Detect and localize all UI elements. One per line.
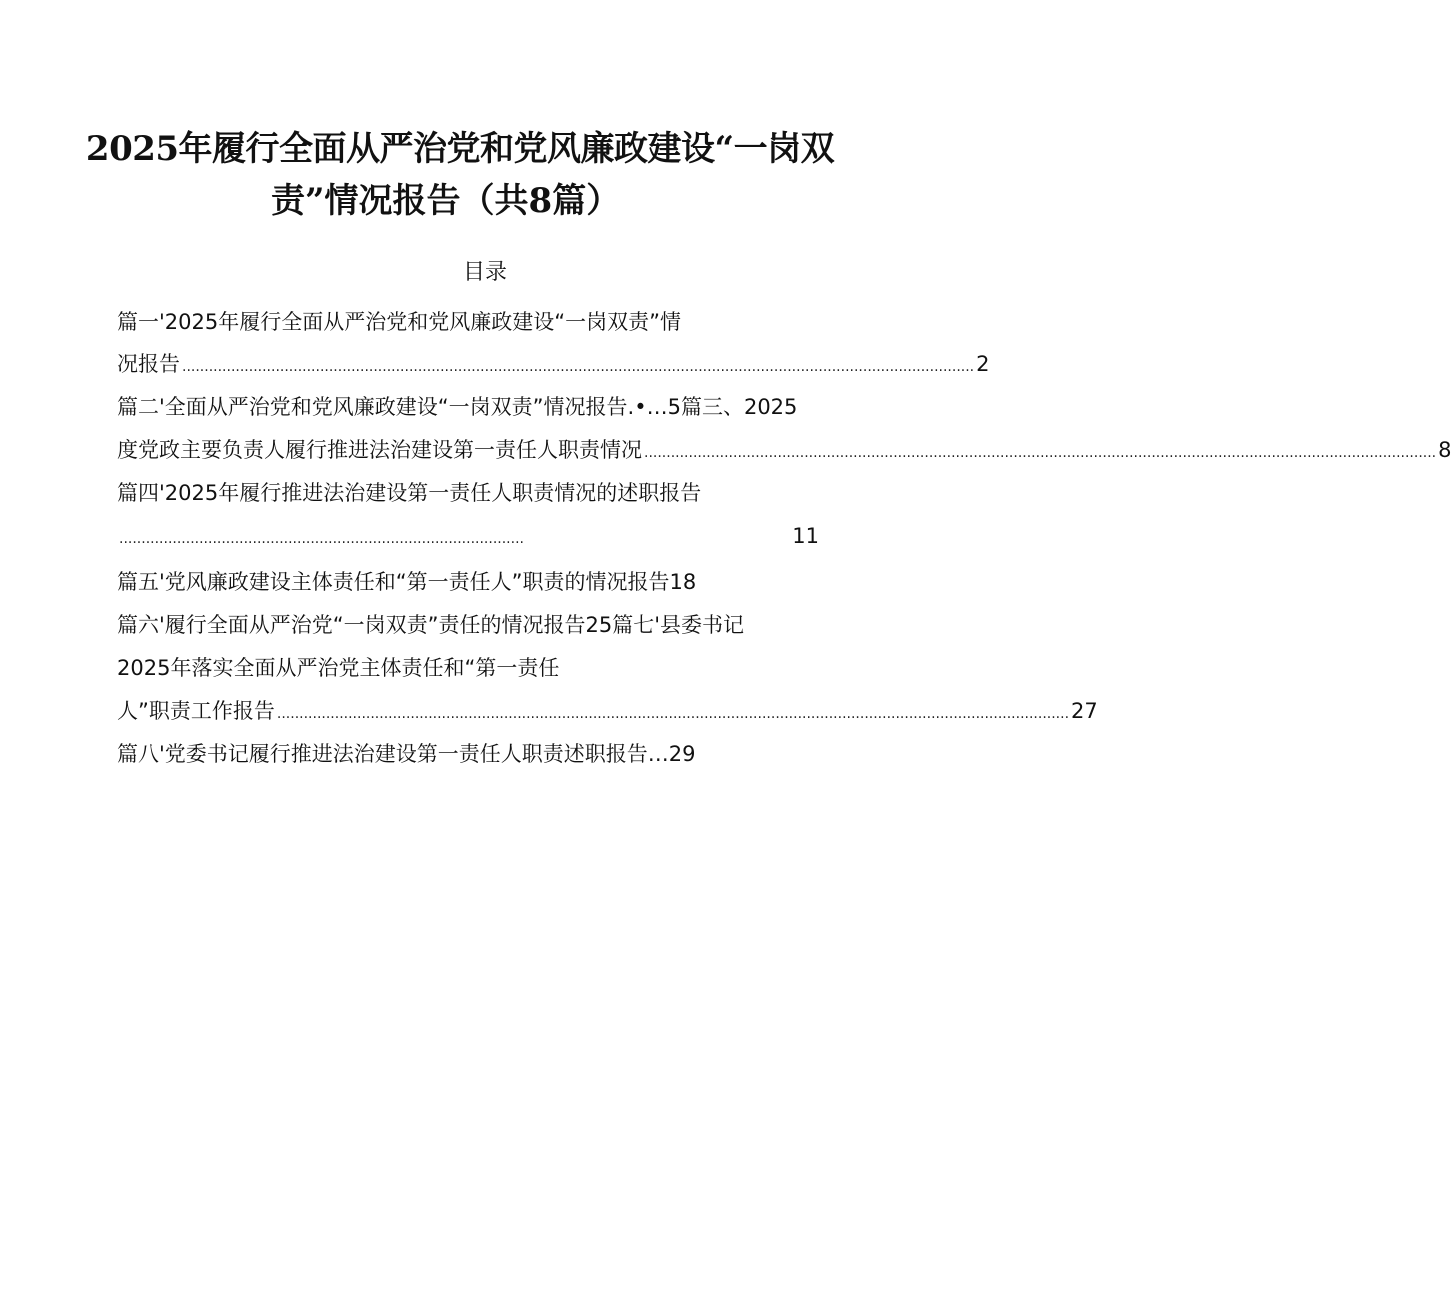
dot-leader: ..................................................................................................................................................................................: [182, 359, 975, 375]
toc-entry-2-line-1[interactable]: 篇二'全面从严治党和党风廉政建设“一岗双责”情况报告.•…5篇三、2025: [117, 395, 798, 419]
dot-leader: ..................................................................................................................................................................................: [276, 706, 1070, 722]
toc-heading: 目录: [462, 260, 507, 285]
toc-entry-4-line-2[interactable]: [117, 521, 819, 554]
document-title-line-2: 责”情况报告（共8篇）: [271, 181, 621, 221]
toc-entry-5[interactable]: 篇五'党风廉政建设主体责任和“第一责任人”职责的情况报告18: [117, 570, 697, 594]
toc-page-number: 8: [1438, 438, 1452, 462]
toc-page-number: 2: [976, 352, 990, 376]
toc-entry-1-line-2[interactable]: [117, 349, 990, 382]
toc-entry-text: 度党政主要负责人履行推进法治建设第一责任人职责情况: [117, 438, 642, 462]
document-title-line-1: 2025年履行全面从严治党和党风廉政建设“一岗双: [85, 129, 835, 169]
toc-entry-3-line-2[interactable]: [117, 435, 1452, 468]
dot-leader: ...........................................................................................: [119, 531, 524, 547]
toc-entry-8[interactable]: 篇八'党委书记履行推进法治建设第一责任人职责述职报告…29: [117, 742, 696, 766]
toc-page-number: 27: [1071, 699, 1098, 723]
toc-entry-text: 人”职责工作报告: [117, 699, 275, 723]
dot-leader: ..................................................................................................................................................................................: [644, 445, 1437, 461]
toc-entry-1-line-1[interactable]: 篇一'2025年履行全面从严治党和党风廉政建设“一岗双责”情: [117, 310, 681, 334]
toc-page-number: 11: [792, 524, 819, 548]
toc-entry-text: 况报告: [117, 352, 180, 376]
toc-entry-7-line-3[interactable]: [117, 696, 1098, 729]
toc-entry-4-line-1[interactable]: 篇四'2025年履行推进法治建设第一责任人职责情况的述职报告: [117, 481, 702, 505]
toc-entry-7-line-2[interactable]: 2025年落实全面从严治党主体责任和“第一责任: [117, 656, 560, 680]
toc-entry-6[interactable]: 篇六'履行全面从严治党“一岗双责”责任的情况报告25篇七'县委书记: [117, 613, 745, 637]
